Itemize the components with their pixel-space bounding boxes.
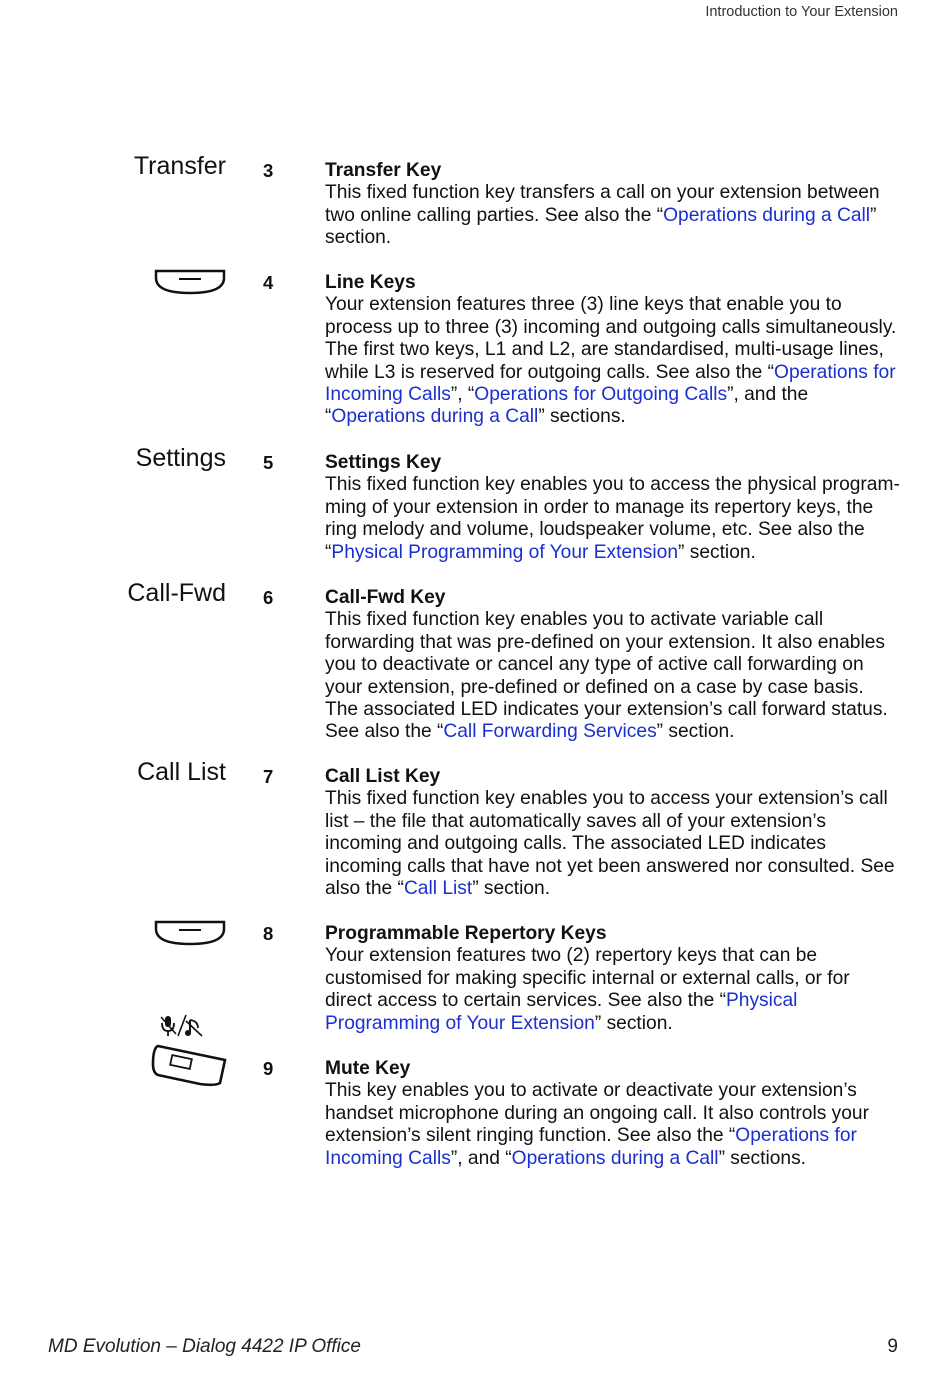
item-title: Settings Key bbox=[325, 452, 442, 473]
item-title: Call List Key bbox=[325, 766, 441, 787]
body-text: Your extension features two (2) repertory keys that can be customised for making specific internal or external calls, or for direct access to certain services. See also the “ bbox=[325, 945, 850, 1012]
item-title: Programmable Repertory Keys bbox=[325, 923, 607, 944]
cross-reference-link[interactable]: Operations for Outgoing Calls bbox=[474, 384, 728, 406]
body-text: ” section. bbox=[325, 204, 877, 249]
cross-reference-link[interactable]: Operations during a Call bbox=[331, 406, 539, 428]
item-body bbox=[325, 294, 900, 428]
body-text: ”, “ bbox=[450, 384, 475, 406]
body-text: ”, and the “ bbox=[325, 384, 809, 428]
cross-reference-link[interactable]: Physical Programming of Your Extension bbox=[325, 990, 798, 1034]
item-number: 4 bbox=[263, 272, 274, 293]
body-text: ” section. bbox=[594, 1012, 673, 1034]
item-number: 7 bbox=[263, 766, 274, 787]
item-body bbox=[325, 788, 900, 900]
body-text: This fixed function key enables you to activate variable call forwarding that was pre-defined on your extension. It also enables you to deactivate or cancel any type of active call forwarding on your extension, pre-defined or defined on a case by case basis. The associated LED indicates your extension’s call forward status. See also the “ bbox=[325, 609, 888, 743]
body-text: This fixed function key transfers a call on your extension between two online calling parties. See also the “ bbox=[325, 182, 880, 226]
item-title: Transfer Key bbox=[325, 160, 442, 181]
mute-key-icon bbox=[150, 1012, 230, 1088]
footer-page-number: 9 bbox=[887, 1336, 898, 1357]
body-text: ” section. bbox=[472, 878, 551, 900]
body-text: ”, and “ bbox=[450, 1147, 512, 1169]
cross-reference-link[interactable]: Operations during a Call bbox=[511, 1147, 719, 1169]
line-key-icon bbox=[153, 268, 227, 296]
item-number: 9 bbox=[263, 1058, 274, 1079]
item-body bbox=[325, 945, 900, 1035]
item-body bbox=[325, 182, 900, 249]
repertory-key-icon bbox=[153, 919, 227, 947]
key-label-call-fwd: Call-Fwd bbox=[127, 579, 226, 607]
cross-reference-link[interactable]: Physical Programming of Your Extension bbox=[331, 541, 679, 563]
key-label-call-list: Call List bbox=[137, 758, 226, 786]
cross-reference-link[interactable]: Operations during a Call bbox=[663, 204, 871, 226]
body-text: ” sections. bbox=[538, 406, 626, 428]
item-number: 6 bbox=[263, 587, 274, 608]
item-number: 3 bbox=[263, 160, 274, 181]
item-title: Call-Fwd Key bbox=[325, 587, 446, 608]
body-text: This fixed function key enables you to access your extension’s call list – the file that automatically saves all of your extension’s incoming and outgoing calls. The associated LED indicates incoming calls that have not yet been answered nor consulted. See also the “ bbox=[325, 788, 895, 900]
body-text: ” sections. bbox=[718, 1147, 807, 1169]
cross-reference-link[interactable]: Operations for Incoming Calls bbox=[325, 361, 896, 406]
body-text: Your extension features three (3) line keys that enable you to process up to three (3) incoming and outgoing calls simultaneously. The first two keys, L1 and L2, are standardised, multi-usage lines, while L3 is reserved for outgoing calls. See also the “ bbox=[325, 294, 897, 383]
key-label-settings: Settings bbox=[135, 444, 226, 472]
cross-reference-link[interactable]: Operations for Incoming Calls bbox=[325, 1125, 857, 1169]
key-label-transfer: Transfer bbox=[133, 152, 226, 180]
cross-reference-link[interactable]: Call Forwarding Services bbox=[443, 721, 657, 743]
item-number: 5 bbox=[263, 452, 274, 473]
body-text: ” section. bbox=[678, 541, 756, 563]
running-header: Introduction to Your Extension bbox=[705, 4, 898, 20]
footer-document-title: MD Evolution – Dialog 4422 IP Office bbox=[48, 1336, 361, 1357]
body-text: This key enables you to activate or deactivate your extension’s handset microphone during an ongoing call. It also controls your extension’s silent ringing function. See also the “ bbox=[325, 1080, 869, 1147]
item-number: 8 bbox=[263, 923, 274, 944]
item-title: Line Keys bbox=[325, 272, 416, 293]
body-text: This fixed function key enables you to access the physical programming of your extension in order to manage its repertory keys, the ring melody and volume, loudspeaker volume, etc. See also the “ bbox=[325, 474, 900, 563]
item-body bbox=[325, 474, 900, 564]
cross-reference-link[interactable]: Call List bbox=[403, 878, 473, 900]
item-body bbox=[325, 1080, 900, 1170]
body-text: ” section. bbox=[656, 721, 735, 743]
item-body bbox=[325, 609, 900, 743]
item-title: Mute Key bbox=[325, 1058, 411, 1079]
